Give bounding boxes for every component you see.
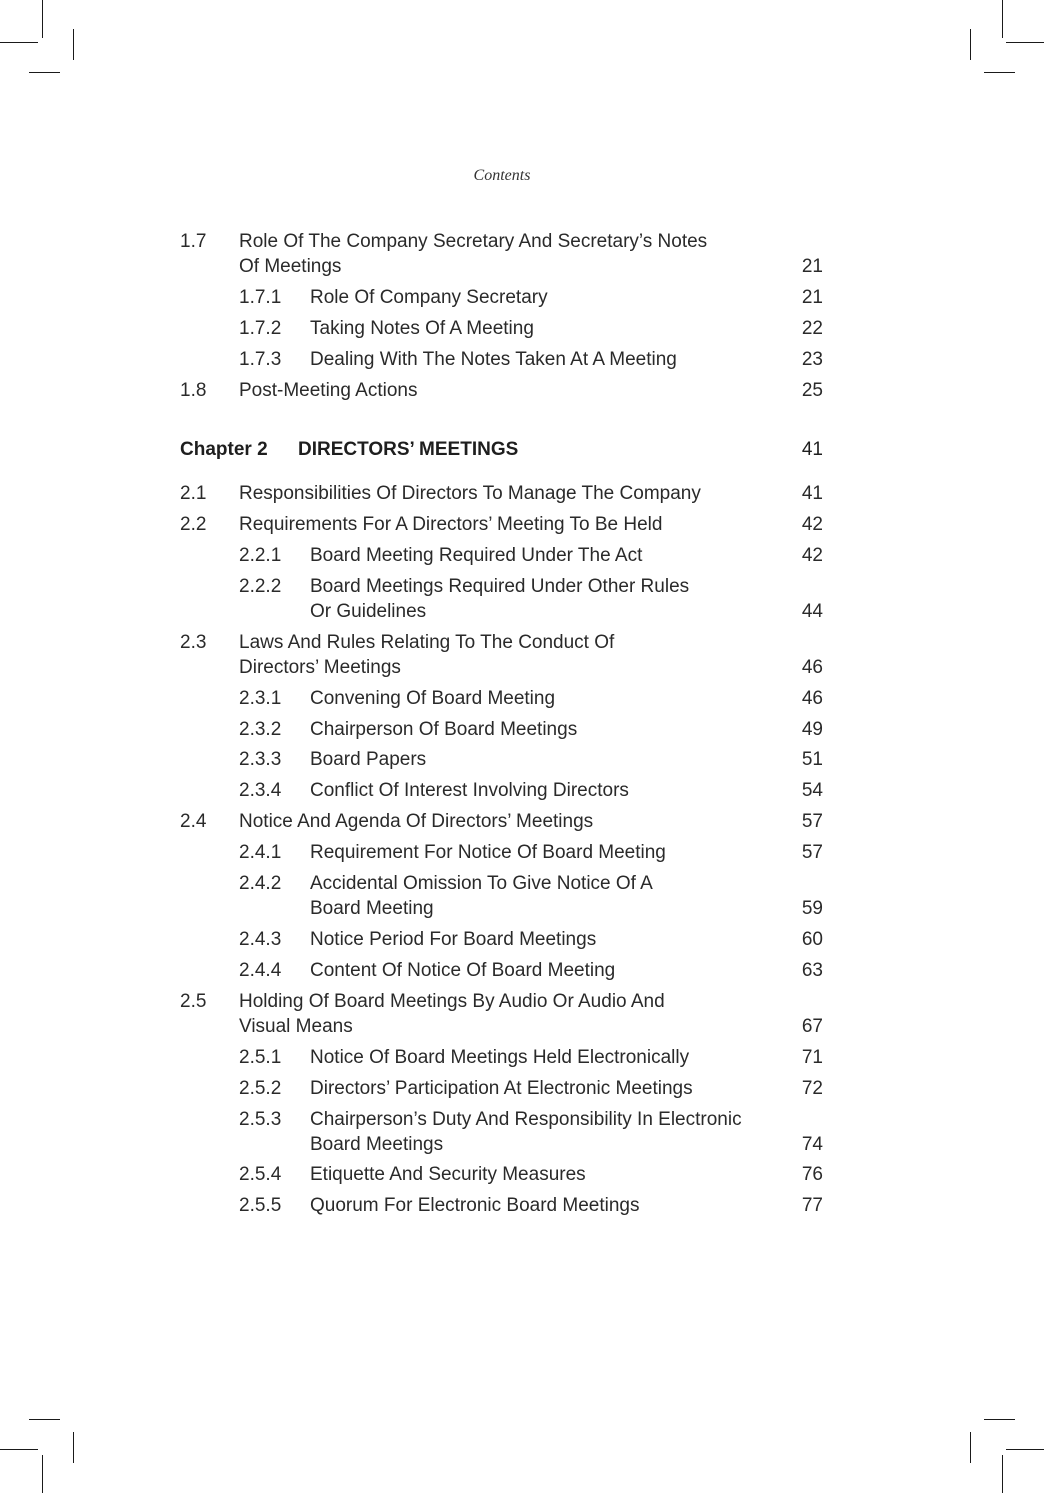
page-number: 54	[801, 780, 823, 801]
page-number: 72	[801, 1078, 823, 1099]
crop-mark	[984, 72, 1015, 73]
section-number: 2.3.2	[239, 719, 282, 740]
page-number: 71	[801, 1047, 823, 1068]
section-title: Accidental Omission To Give Notice Of A Board Meeting	[310, 873, 653, 919]
page-number: 42	[801, 545, 823, 566]
page-number: 42	[801, 514, 823, 535]
section-title: Requirements For A Directors’ Meeting To Be Held	[239, 514, 663, 535]
section-number: 2.3.3	[239, 749, 282, 770]
crop-mark	[1006, 1449, 1044, 1450]
section-title: Responsibilities Of Directors To Manage The Company	[239, 483, 701, 504]
section-number: 2.1	[180, 483, 207, 504]
section-title: Role Of Company Secretary	[310, 287, 548, 308]
section-number: 2.5	[180, 991, 207, 1012]
page-number: 21	[801, 256, 823, 277]
section-number: 1.7.2	[239, 318, 282, 339]
section-title: Notice Of Board Meetings Held Electronically	[310, 1047, 690, 1068]
section-title: Board Meeting Required Under The Act	[310, 545, 643, 566]
section-number: 1.8	[180, 380, 207, 401]
crop-mark	[1002, 1455, 1003, 1493]
running-head: Contents	[473, 167, 531, 184]
section-number: 1.7.3	[239, 349, 282, 370]
section-title: Notice And Agenda Of Directors’ Meetings	[239, 811, 594, 832]
section-title: Requirement For Notice Of Board Meeting	[310, 842, 666, 863]
crop-mark	[29, 72, 60, 73]
section-title: Chairperson’s Duty And Responsibility In Electronic Board Meetings	[310, 1109, 742, 1155]
section-number: 2.4.3	[239, 929, 282, 950]
page-number: 77	[801, 1195, 823, 1216]
section-number: 2.2.1	[239, 545, 282, 566]
page-number: 67	[801, 1016, 823, 1037]
section-number: 2.5.2	[239, 1078, 282, 1099]
section-title: Role Of The Company Secretary And Secretary’s Notes Of Meetings	[239, 231, 708, 277]
page-number: 74	[801, 1134, 823, 1155]
section-title: Conflict Of Interest Involving Directors	[310, 780, 629, 801]
section-number: 2.3.1	[239, 688, 282, 709]
section-title: Etiquette And Security Measures	[310, 1164, 586, 1185]
section-title: Board Papers	[310, 749, 427, 770]
page-number: 59	[801, 898, 823, 919]
chapter-label: Chapter 2	[180, 439, 268, 460]
section-title: Directors’ Participation At Electronic Meetings	[310, 1078, 693, 1099]
page-number: 21	[801, 287, 823, 308]
page-number: 57	[801, 811, 823, 832]
section-number: 2.5.5	[239, 1195, 282, 1216]
section-title: Taking Notes Of A Meeting	[310, 318, 534, 339]
crop-mark	[0, 42, 38, 43]
section-title: Chairperson Of Board Meetings	[310, 719, 578, 740]
section-title: Notice Period For Board Meetings	[310, 929, 597, 950]
crop-mark	[42, 0, 43, 38]
crop-mark	[1002, 0, 1003, 38]
page-number: 46	[801, 688, 823, 709]
crop-mark	[0, 1449, 38, 1450]
page-number: 23	[801, 349, 823, 370]
page-number: 63	[801, 960, 823, 981]
crop-mark	[970, 1432, 971, 1463]
section-number: 2.2	[180, 514, 207, 535]
section-title: Dealing With The Notes Taken At A Meeting	[310, 349, 677, 370]
section-title: Content Of Notice Of Board Meeting	[310, 960, 616, 981]
section-number: 2.2.2	[239, 576, 282, 597]
page-number: 41	[801, 483, 823, 504]
page-number: 22	[801, 318, 823, 339]
section-number: 2.4.2	[239, 873, 282, 894]
page-number: 41	[801, 439, 823, 460]
section-number: 2.4.1	[239, 842, 282, 863]
crop-mark	[1006, 42, 1044, 43]
section-number: 2.4.4	[239, 960, 282, 981]
crop-mark	[29, 1419, 60, 1420]
page-number: 44	[801, 601, 823, 622]
crop-mark	[984, 1419, 1015, 1420]
crop-mark	[42, 1455, 43, 1493]
section-number: 2.3.4	[239, 780, 282, 801]
section-number: 1.7	[180, 231, 207, 252]
section-title: Convening Of Board Meeting	[310, 688, 556, 709]
section-title: Post-Meeting Actions	[239, 380, 418, 401]
section-title: Board Meetings Required Under Other Rules Or Guidelines	[310, 576, 690, 622]
crop-mark	[73, 1432, 74, 1463]
crop-mark	[73, 29, 74, 60]
page-number: 25	[801, 380, 823, 401]
section-title: Laws And Rules Relating To The Conduct Of Directors’ Meetings	[239, 632, 615, 678]
section-number: 1.7.1	[239, 287, 282, 308]
chapter-title: DIRECTORS’ MEETINGS	[298, 439, 519, 460]
section-number: 2.5.4	[239, 1164, 282, 1185]
page-number: 46	[801, 657, 823, 678]
crop-mark	[970, 29, 971, 60]
section-number: 2.5.1	[239, 1047, 282, 1068]
section-title: Holding Of Board Meetings By Audio Or Audio And Visual Means	[239, 991, 665, 1037]
section-number: 2.3	[180, 632, 207, 653]
page-number: 51	[801, 749, 823, 770]
section-title: Quorum For Electronic Board Meetings	[310, 1195, 640, 1216]
page-number: 49	[801, 719, 823, 740]
page-number: 60	[801, 929, 823, 950]
section-number: 2.4	[180, 811, 207, 832]
page-number: 76	[801, 1164, 823, 1185]
section-number: 2.5.3	[239, 1109, 282, 1130]
page-number: 57	[801, 842, 823, 863]
